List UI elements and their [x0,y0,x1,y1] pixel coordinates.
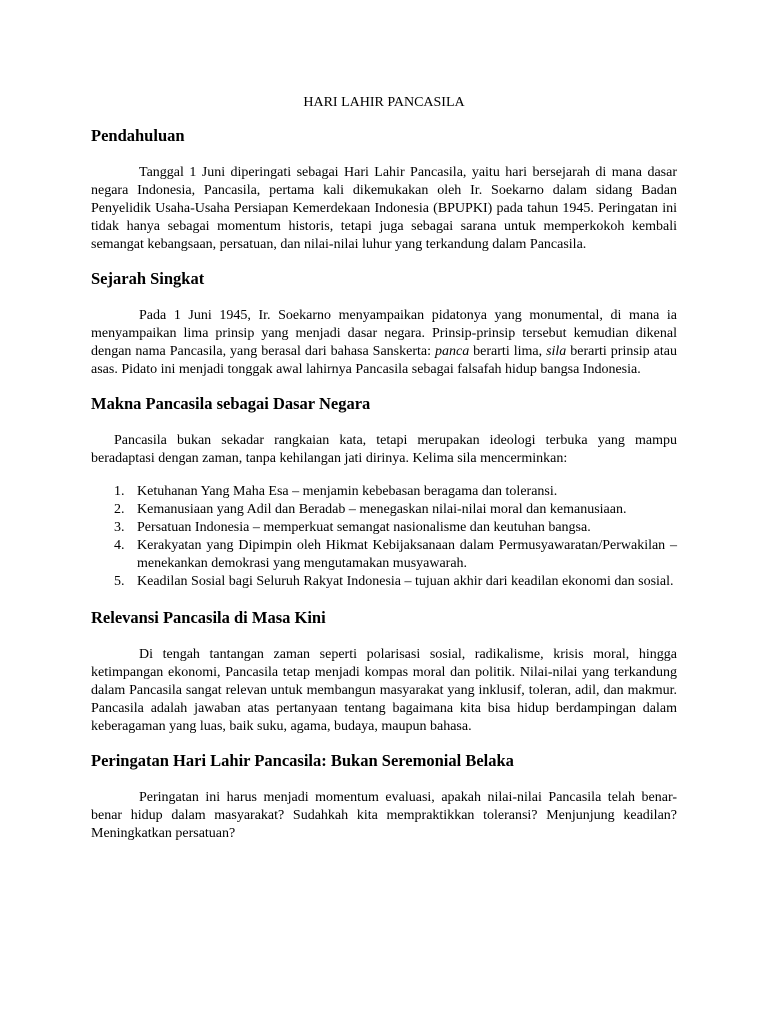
list-item-number: 3. [114,520,125,535]
paragraph-makna-pancasila: Pancasila bukan sekadar rangkaian kata, tetapi merupakan ideologi terbuka yang mampu beradaptasi dengan zaman, tanpa kehilangan jati dirinya. Kelima sila mencerminkan: [91,433,677,466]
list-item [91,573,677,591]
sila-list [91,483,677,591]
paragraph-sejarah-singkat [91,307,677,379]
list-item-number: 5. [114,574,125,589]
section-heading-relevansi: Relevansi Pancasila di Masa Kini [91,608,326,627]
term-panca: panca [434,344,470,359]
sejarah-text-part1: Pada 1 Juni 1945, Ir. Soekarno menyampaikan pidatonya yang monumental, di mana ia menyampaikan lima prinsip yang menjadi dasar negara. Prinsip-prinsip tersebut kemudian dikenal dengan nama Pancasila, yang berasal dari bahasa Sanskerta: [91,308,677,359]
term-sila: sila [546,344,567,359]
paragraph-peringatan: Peringatan ini harus menjadi momentum evaluasi, apakah nilai-nilai Pancasila telah benar-benar hidup dalam masyarakat? Sudahkah kita mempraktikkan toleransi? Menjunjung keadilan? Meningkatkan persatuan? [91,790,677,841]
sejarah-text-part2: berarti lima, [469,344,547,359]
list-item-text: Kemanusiaan yang Adil dan Beradab – menegaskan nilai-nilai moral dan kemanusiaan. [137,502,627,517]
list-item [91,519,677,537]
sejarah-text-part3: berarti prinsip atau asas. Pidato ini menjadi tonggak awal lahirnya Pancasila sebagai falsafah hidup bangsa Indonesia. [91,344,677,377]
section-heading-peringatan: Peringatan Hari Lahir Pancasila: Bukan Seremonial Belaka [91,751,514,770]
paragraph-pendahuluan: Tanggal 1 Juni diperingati sebagai Hari Lahir Pancasila, yaitu hari bersejarah di mana dasar negara Indonesia, Pancasila, pertama kali dikemukakan oleh Ir. Soekarno dalam sidang Badan Penyelidik Usaha-Usaha Persiapan Kemerdekaan Indonesia (BPUPKI) pada tahun 1945. Peringatan ini tidak hanya sebagai momentum historis, tetapi juga sebagai sarana untuk memperkokoh kembali semangat kebangsaan, persatuan, dan nilai-nilai luhur yang terkandung dalam Pancasila. [91,165,677,252]
list-item-number: 1. [114,484,125,499]
paragraph-relevansi: Di tengah tantangan zaman seperti polarisasi sosial, radikalisme, krisis moral, hingga ketimpangan ekonomi, Pancasila tetap menjadi kompas moral dan politik. Nilai-nilai yang terkandung dalam Pancasila sangat relevan untuk membangun masyarakat yang inklusif, toleran, adil, dan makmur. Pancasila adalah jawaban atas pertanyaan tentang bagaimana kita bisa hidup berdampingan dalam keberagaman yang luas, baik suku, agama, budaya, maupun bahasa. [91,647,677,734]
list-item-text: Kerakyatan yang Dipimpin oleh Hikmat Kebijaksanaan dalam Permusyawaratan/Perwakilan – menekankan demokrasi yang mengutamakan musyawarah. [137,538,677,571]
document-title: HARI LAHIR PANCASILA [303,95,465,110]
list-item-number: 4. [114,538,125,553]
list-item-text: Ketuhanan Yang Maha Esa – menjamin kebebasan beragama dan toleransi. [137,484,558,499]
list-item-text: Persatuan Indonesia – memperkuat semangat nasionalisme dan keutuhan bangsa. [137,520,591,535]
list-item [91,537,677,573]
list-item-text: Keadilan Sosial bagi Seluruh Rakyat Indonesia – tujuan akhir dari keadilan ekonomi dan sosial. [137,574,674,589]
list-item-number: 2. [114,502,125,517]
section-heading-makna-pancasila: Makna Pancasila sebagai Dasar Negara [91,394,371,413]
section-heading-pendahuluan: Pendahuluan [91,126,185,145]
list-item [91,501,677,519]
section-heading-sejarah-singkat: Sejarah Singkat [91,269,205,288]
list-item [91,483,677,501]
